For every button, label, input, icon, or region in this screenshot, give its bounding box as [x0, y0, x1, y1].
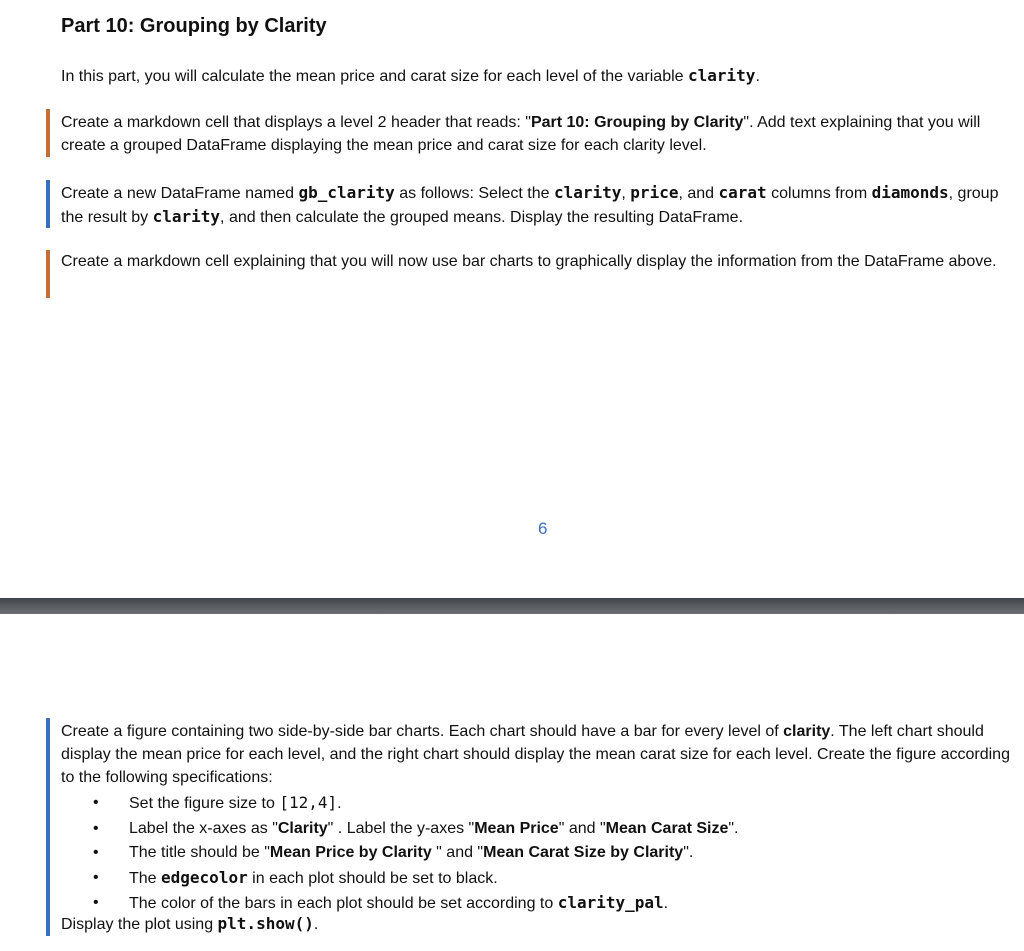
markdown-task-marker [46, 109, 50, 157]
list-item: • The color of the bars in each plot should be set according to clarity_pal. [93, 893, 669, 912]
list-item: • Set the figure size to [12,4]. [93, 793, 342, 812]
task-dataframe: Create a new DataFrame named gb_clarity as follows: Select the clarity, price, and carat columns from diamonds, group the result by clarity, and then calculate the grouped means. Display the resulting DataFrame. [61, 183, 999, 226]
code-gb-clarity: gb_clarity [298, 183, 395, 202]
code-task-marker [46, 718, 50, 936]
markdown-task-marker [46, 250, 50, 298]
list-item: • The edgecolor in each plot should be set to black. [93, 867, 498, 887]
intro-paragraph: In this part, you will calculate the mean price and carat size for each level of the variable clarity. [61, 66, 760, 85]
list-item: • Label the x-axes as "Clarity" . Label the y-axes "Mean Price" and "Mean Carat Size". [93, 819, 739, 837]
task-figure: Create a figure containing two side-by-side bar charts. Each chart should have a bar for every level of clarity. The left chart should display the mean price for each level, and the right chart should display the mean carat size for each level. Create the figure according to the following specifications: [61, 723, 1010, 786]
task-markdown-explain: Create a markdown cell explaining that you will now use bar charts to graphically display the information from the DataFrame above. [61, 253, 997, 270]
code-clarity: clarity [688, 66, 756, 85]
task-markdown-header: Create a markdown cell that displays a level 2 header that reads: "Part 10: Grouping by Clarity". Add text explaining that you will create a grouped DataFrame displaying the mean price and carat size for each clarity level. [61, 114, 981, 154]
code-task-marker [46, 180, 50, 228]
part-title: Part 10: Grouping by Clarity [61, 15, 327, 37]
page-bottom [0, 614, 1024, 951]
page-break [0, 598, 1024, 614]
list-item: • The title should be "Mean Price by Clarity " and "Mean Carat Size by Clarity". [93, 844, 694, 861]
task-figure-footer: Display the plot using plt.show(). [61, 914, 319, 933]
page-number: 6 [538, 519, 548, 538]
spec-list [61, 791, 1011, 917]
